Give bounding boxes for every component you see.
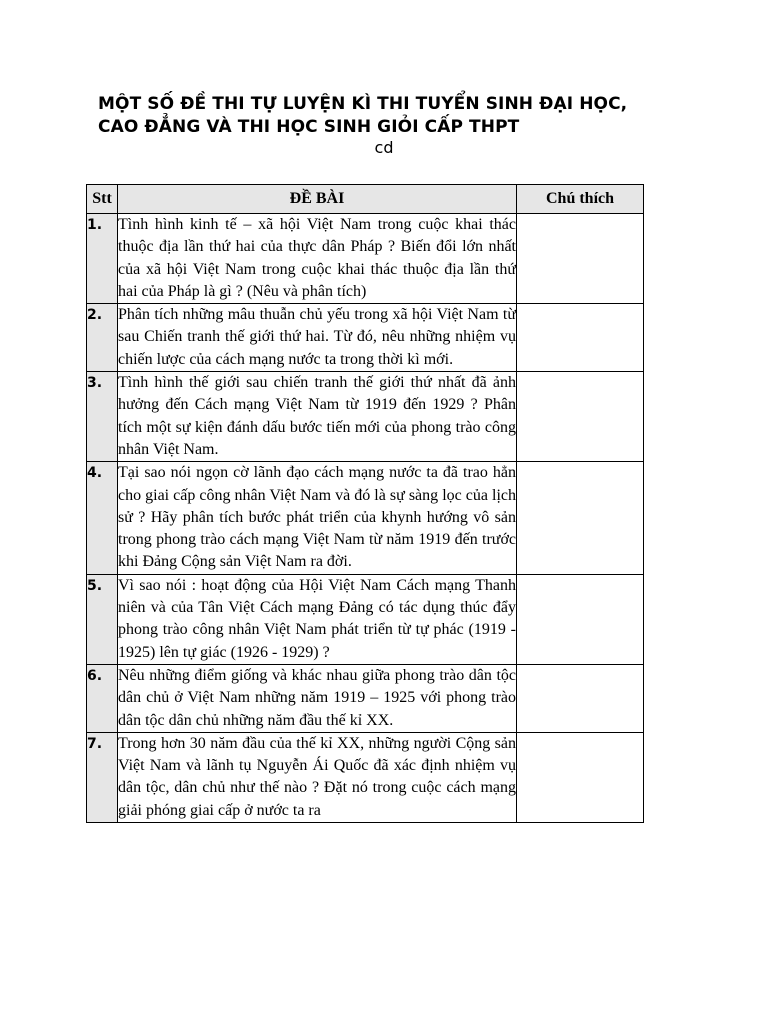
question-text: Vì sao nói : hoạt động của Hội Việt Nam Cách mạng Thanh niên và của Tân Việt Cách mạng Đảng có tác dụng thúc đẩy phong trào công nhân Việt Nam phát triển từ tự phác (1919 - 1925) lên tự giác (1926 - 1929) ? (118, 574, 517, 664)
note-cell (517, 214, 644, 304)
table-row (87, 462, 644, 574)
question-text: Tình hình kinh tế – xã hội Việt Nam trong cuộc khai thác thuộc địa lần thứ hai của thực dân Pháp ? Biến đổi lớn nhất của xã hội Việt Nam trong cuộc khai thác thuộc địa lần thứ hai của Pháp là gì ? (Nêu và phân tích) (118, 214, 517, 304)
row-number: 1. (87, 214, 118, 304)
table-row (87, 732, 644, 822)
question-text: Trong hơn 30 năm đầu của thế kỉ XX, những người Cộng sản Việt Nam và lãnh tụ Nguyễn Ái Quốc đã xác định nhiệm vụ dân tộc, dân chủ như thế nào ? Đặt nó trong cuộc cách mạng giải phóng giai cấp ở nước ta ra (118, 732, 517, 822)
table-row (87, 574, 644, 664)
question-text: Tại sao nói ngọn cờ lãnh đạo cách mạng nước ta đã trao hẳn cho giai cấp công nhân Việt Nam và đó là sự sàng lọc của lịch sử ? Hãy phân tích bước phát triển của khynh hướng vô sản trong phong trào cách mạng Việt Nam từ năm 1919 đến trước khi Đảng Cộng sản Việt Nam ra đời. (118, 462, 517, 574)
table-row (87, 664, 644, 732)
note-cell (517, 574, 644, 664)
title-line-1: MỘT SỐ ĐỀ THI TỰ LUYỆN KÌ THI TUYỂN SINH ĐẠI HỌC, (98, 94, 628, 114)
row-number: 4. (87, 462, 118, 574)
table-row (87, 372, 644, 462)
row-number: 7. (87, 732, 118, 822)
note-cell (517, 732, 644, 822)
header-note: Chú thích (517, 185, 644, 214)
question-text: Phân tích những mâu thuẫn chủ yếu trong xã hội Việt Nam từ sau Chiến tranh thế giới thứ hai. Từ đó, nêu những nhiệm vụ chiến lược của cách mạng nước ta trong thời kì mới. (118, 304, 517, 372)
table-row (87, 214, 644, 304)
row-number: 6. (87, 664, 118, 732)
question-text: Nêu những điểm giống và khác nhau giữa phong trào dân tộc dân chủ ở Việt Nam những năm 1919 – 1925 với phong trào dân tộc dân chủ những năm đầu thế kỉ XX. (118, 664, 517, 732)
note-cell (517, 664, 644, 732)
document-subtitle: cd (374, 138, 394, 157)
header-question: ĐỀ BÀI (118, 185, 517, 214)
document-title (98, 93, 698, 139)
note-cell (517, 462, 644, 574)
note-cell (517, 304, 644, 372)
exam-table (86, 184, 644, 823)
row-number: 5. (87, 574, 118, 664)
note-cell (517, 372, 644, 462)
header-stt: Stt (87, 185, 118, 214)
table-header-row (87, 185, 644, 214)
table-row (87, 304, 644, 372)
title-line-2: CAO ĐẲNG VÀ THI HỌC SINH GIỎI CẤP THPT (98, 117, 520, 137)
row-number: 2. (87, 304, 118, 372)
question-text: Tình hình thế giới sau chiến tranh thế giới thứ nhất đã ảnh hưởng đến Cách mạng Việt Nam từ 1919 đến 1929 ? Phân tích một sự kiện đánh dấu bước tiến mới của phong trào công nhân Việt Nam. (118, 372, 517, 462)
row-number: 3. (87, 372, 118, 462)
